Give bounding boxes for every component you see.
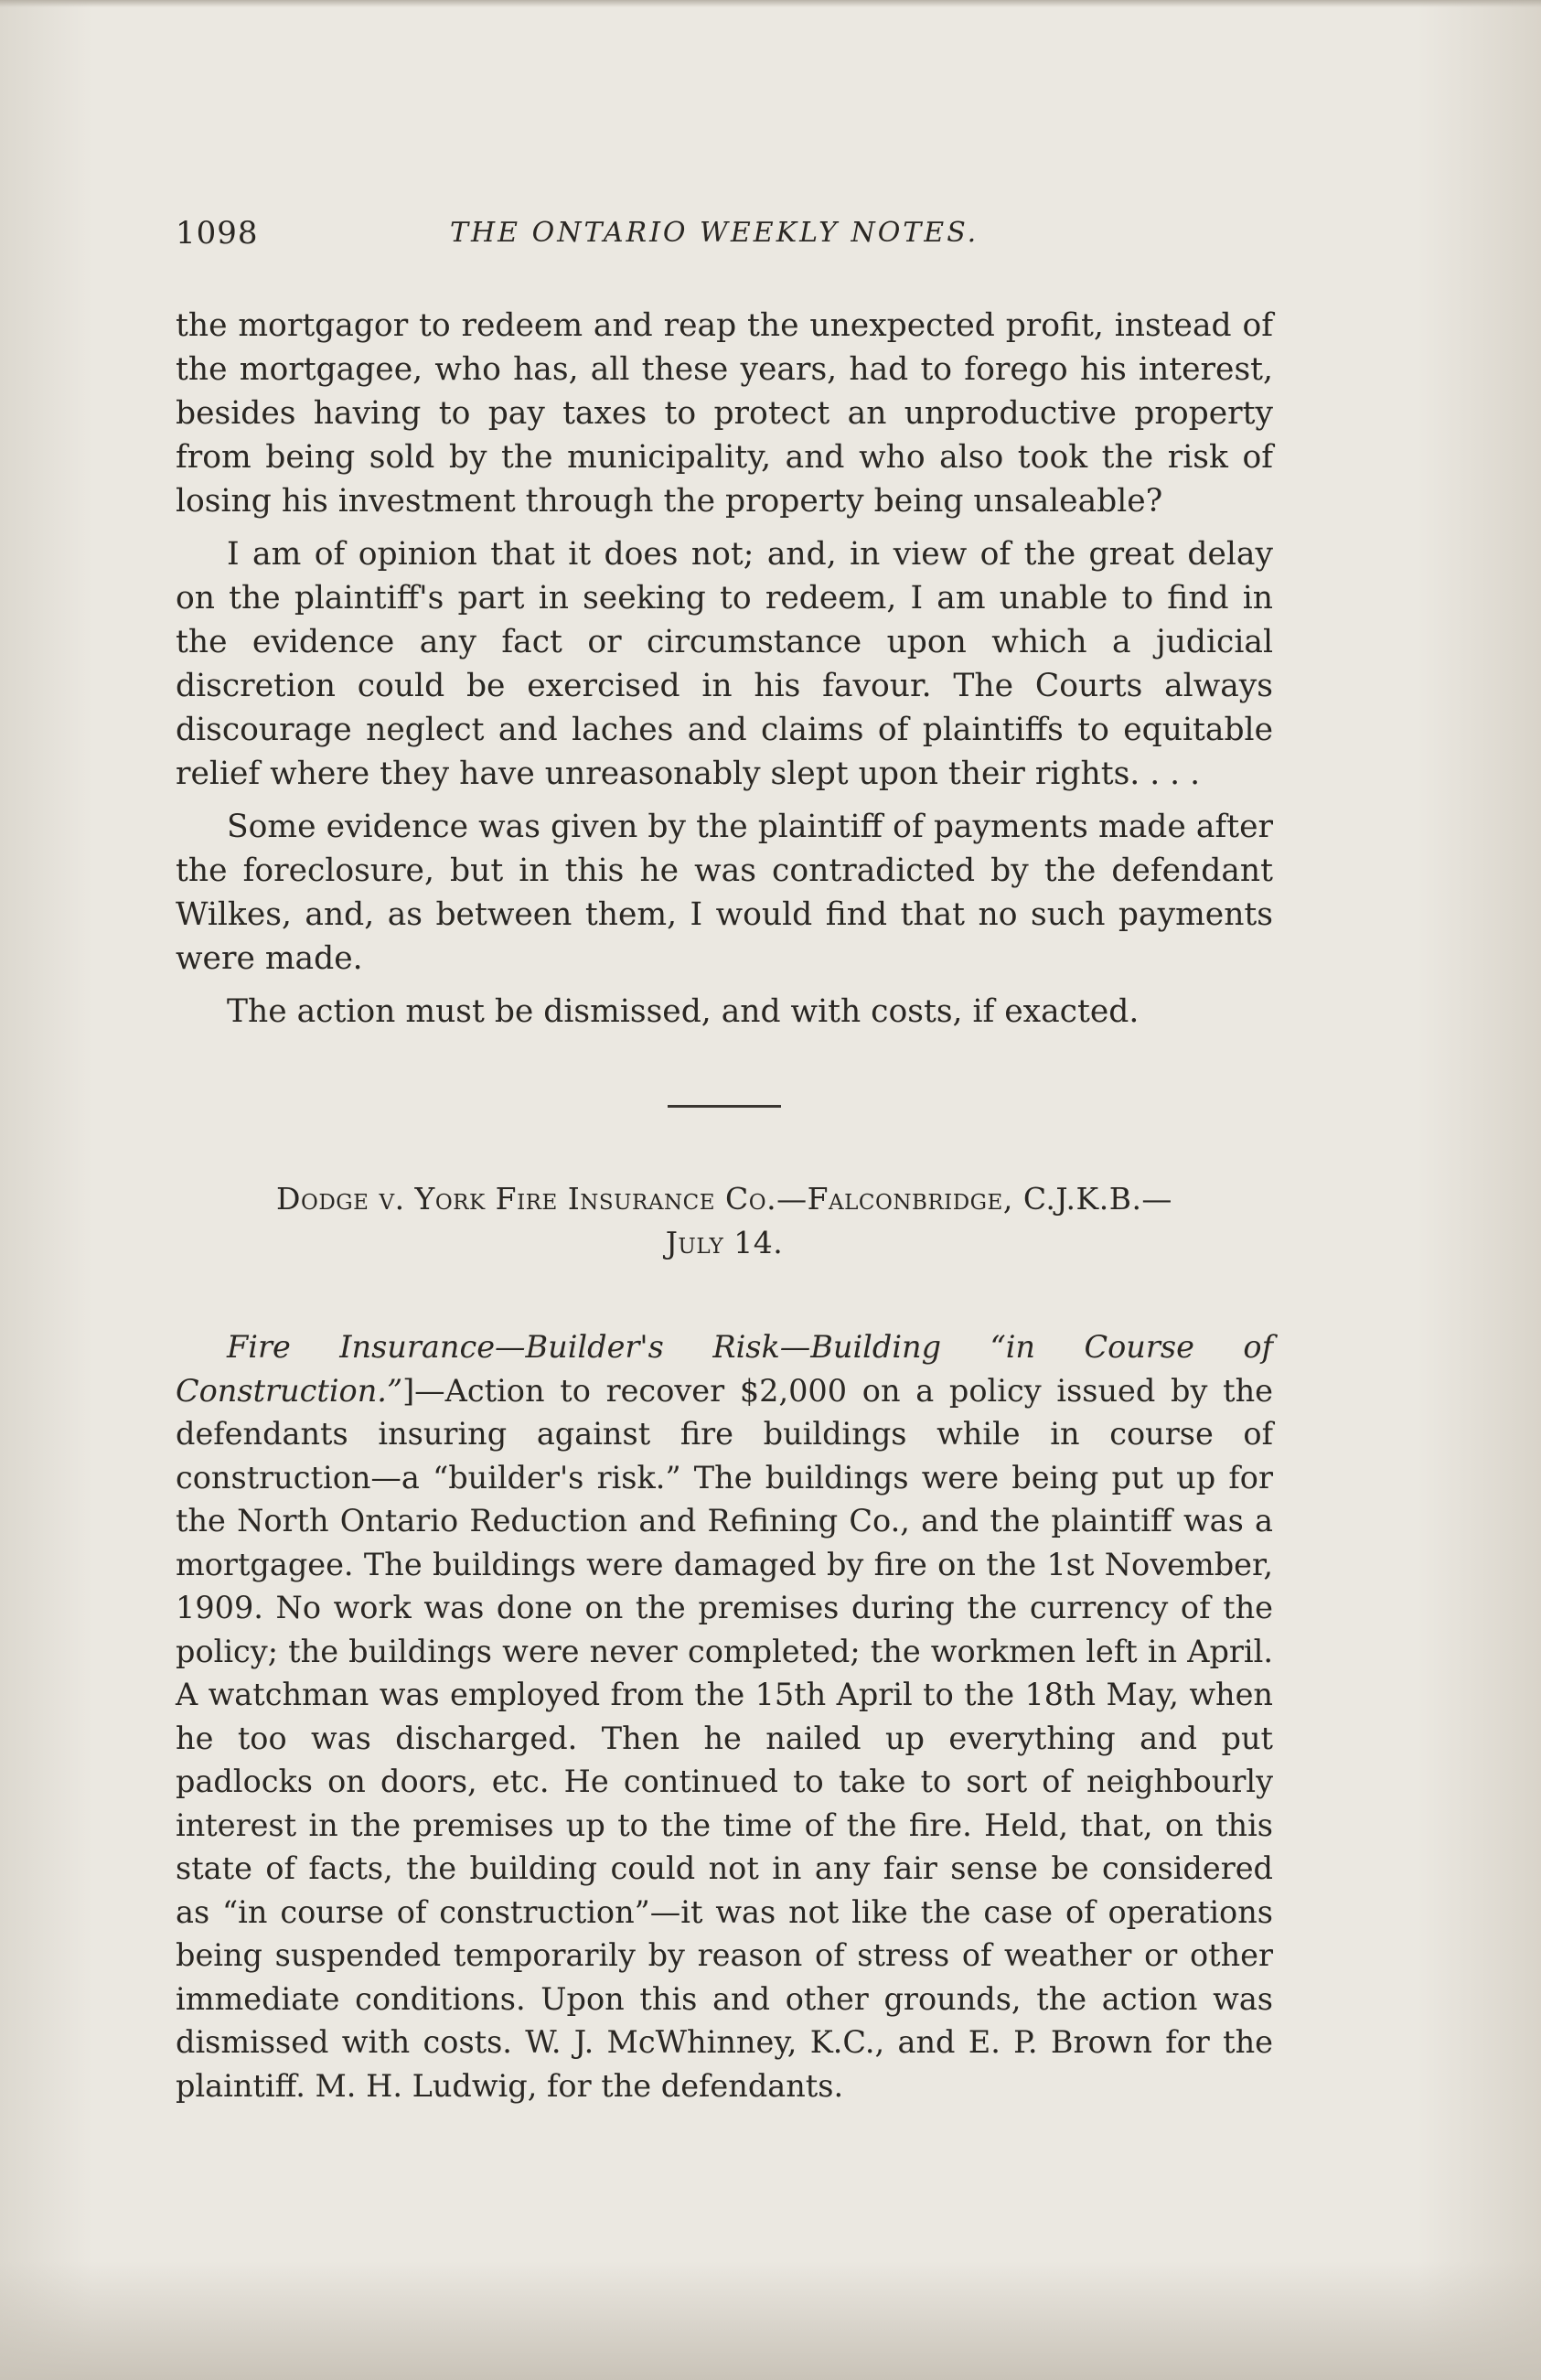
- case-heading-line: Dodge v. York Fire Insurance Co.—Falconbridge, C.J.K.B.—: [276, 1181, 1172, 1217]
- headnote-body: ]—Action to recover $2,000 on a policy issued by the defendants insuring against fire buildings while in course of construction—a “builder's risk.” The buildings were being put up for the North Ontario Reduction and Refining Co., and the plaintiff was a mortgagee. The buildings were damaged by fire on the 1st November, 1909. No work was done on the premises during the currency of the policy; the buildings were never completed; the workmen left in April. A watchman was employed from the 15th April to the 18th May, when he too was discharged. Then he nailed up everything and put padlocks on doors, etc. He continued to take to sort of neighbourly interest in the premises up to the time of the fire. Held, that, on this state of facts, the building could not in any fair sense be considered as “in course of construction”—it was not like the case of operations being suspended temporarily by reason of stress of weather or other immediate conditions. Upon this and other grounds, the action was dismissed with costs. W. J. McWhinney, K.C., and E. P. Brown for the plaintiff. M. H. Ludwig, for the defendants.: [176, 1372, 1273, 2104]
- section-divider: [668, 1105, 781, 1108]
- case-headnote: [176, 1325, 1273, 2107]
- page-header: [176, 215, 1273, 261]
- headnote-catchwords: Fire Insurance—Builder's Risk—Building “in Course of Construction.”: [176, 1329, 1273, 1409]
- case-heading: [176, 1177, 1273, 1265]
- page-edge-shadow: [0, 0, 1541, 7]
- case-date: July 14.: [665, 1225, 784, 1260]
- paragraph-opinion: I am of opinion that it does not; and, in view of the great delay on the plaintiff's part in seeking to redeem, I am unable to find in the evidence any fact or circumstance upon which a judicial discretion could be exercised in his favour. The Courts always discourage neglect and laches and claims of plaintiffs to equitable relief where they have unreasonably slept upon their rights. . . .: [176, 536, 1273, 792]
- paragraph-evidence: Some evidence was given by the plaintiff of payments made after the foreclosure, but in this he was contradicted by the defendant Wilkes, and, as between them, I would find that no such payments were made.: [176, 809, 1273, 977]
- running-title: THE ONTARIO WEEKLY NOTES.: [450, 217, 979, 249]
- paragraph-conclusion: The action must be dismissed, and with costs, if exacted.: [227, 993, 1140, 1030]
- paragraph-continued: the mortgagor to redeem and reap the unexpected profit, instead of the mortgagee, who has, all these years, had to forego his interest, besides having to pay taxes to protect an unproductive property from being sold by the municipality, and who also took the risk of losing his investment through the property being unsaleable?: [176, 307, 1273, 520]
- page-bottom-shadow: [0, 2261, 1541, 2380]
- page-body: [176, 304, 1273, 2107]
- page-number: 1098: [176, 215, 259, 252]
